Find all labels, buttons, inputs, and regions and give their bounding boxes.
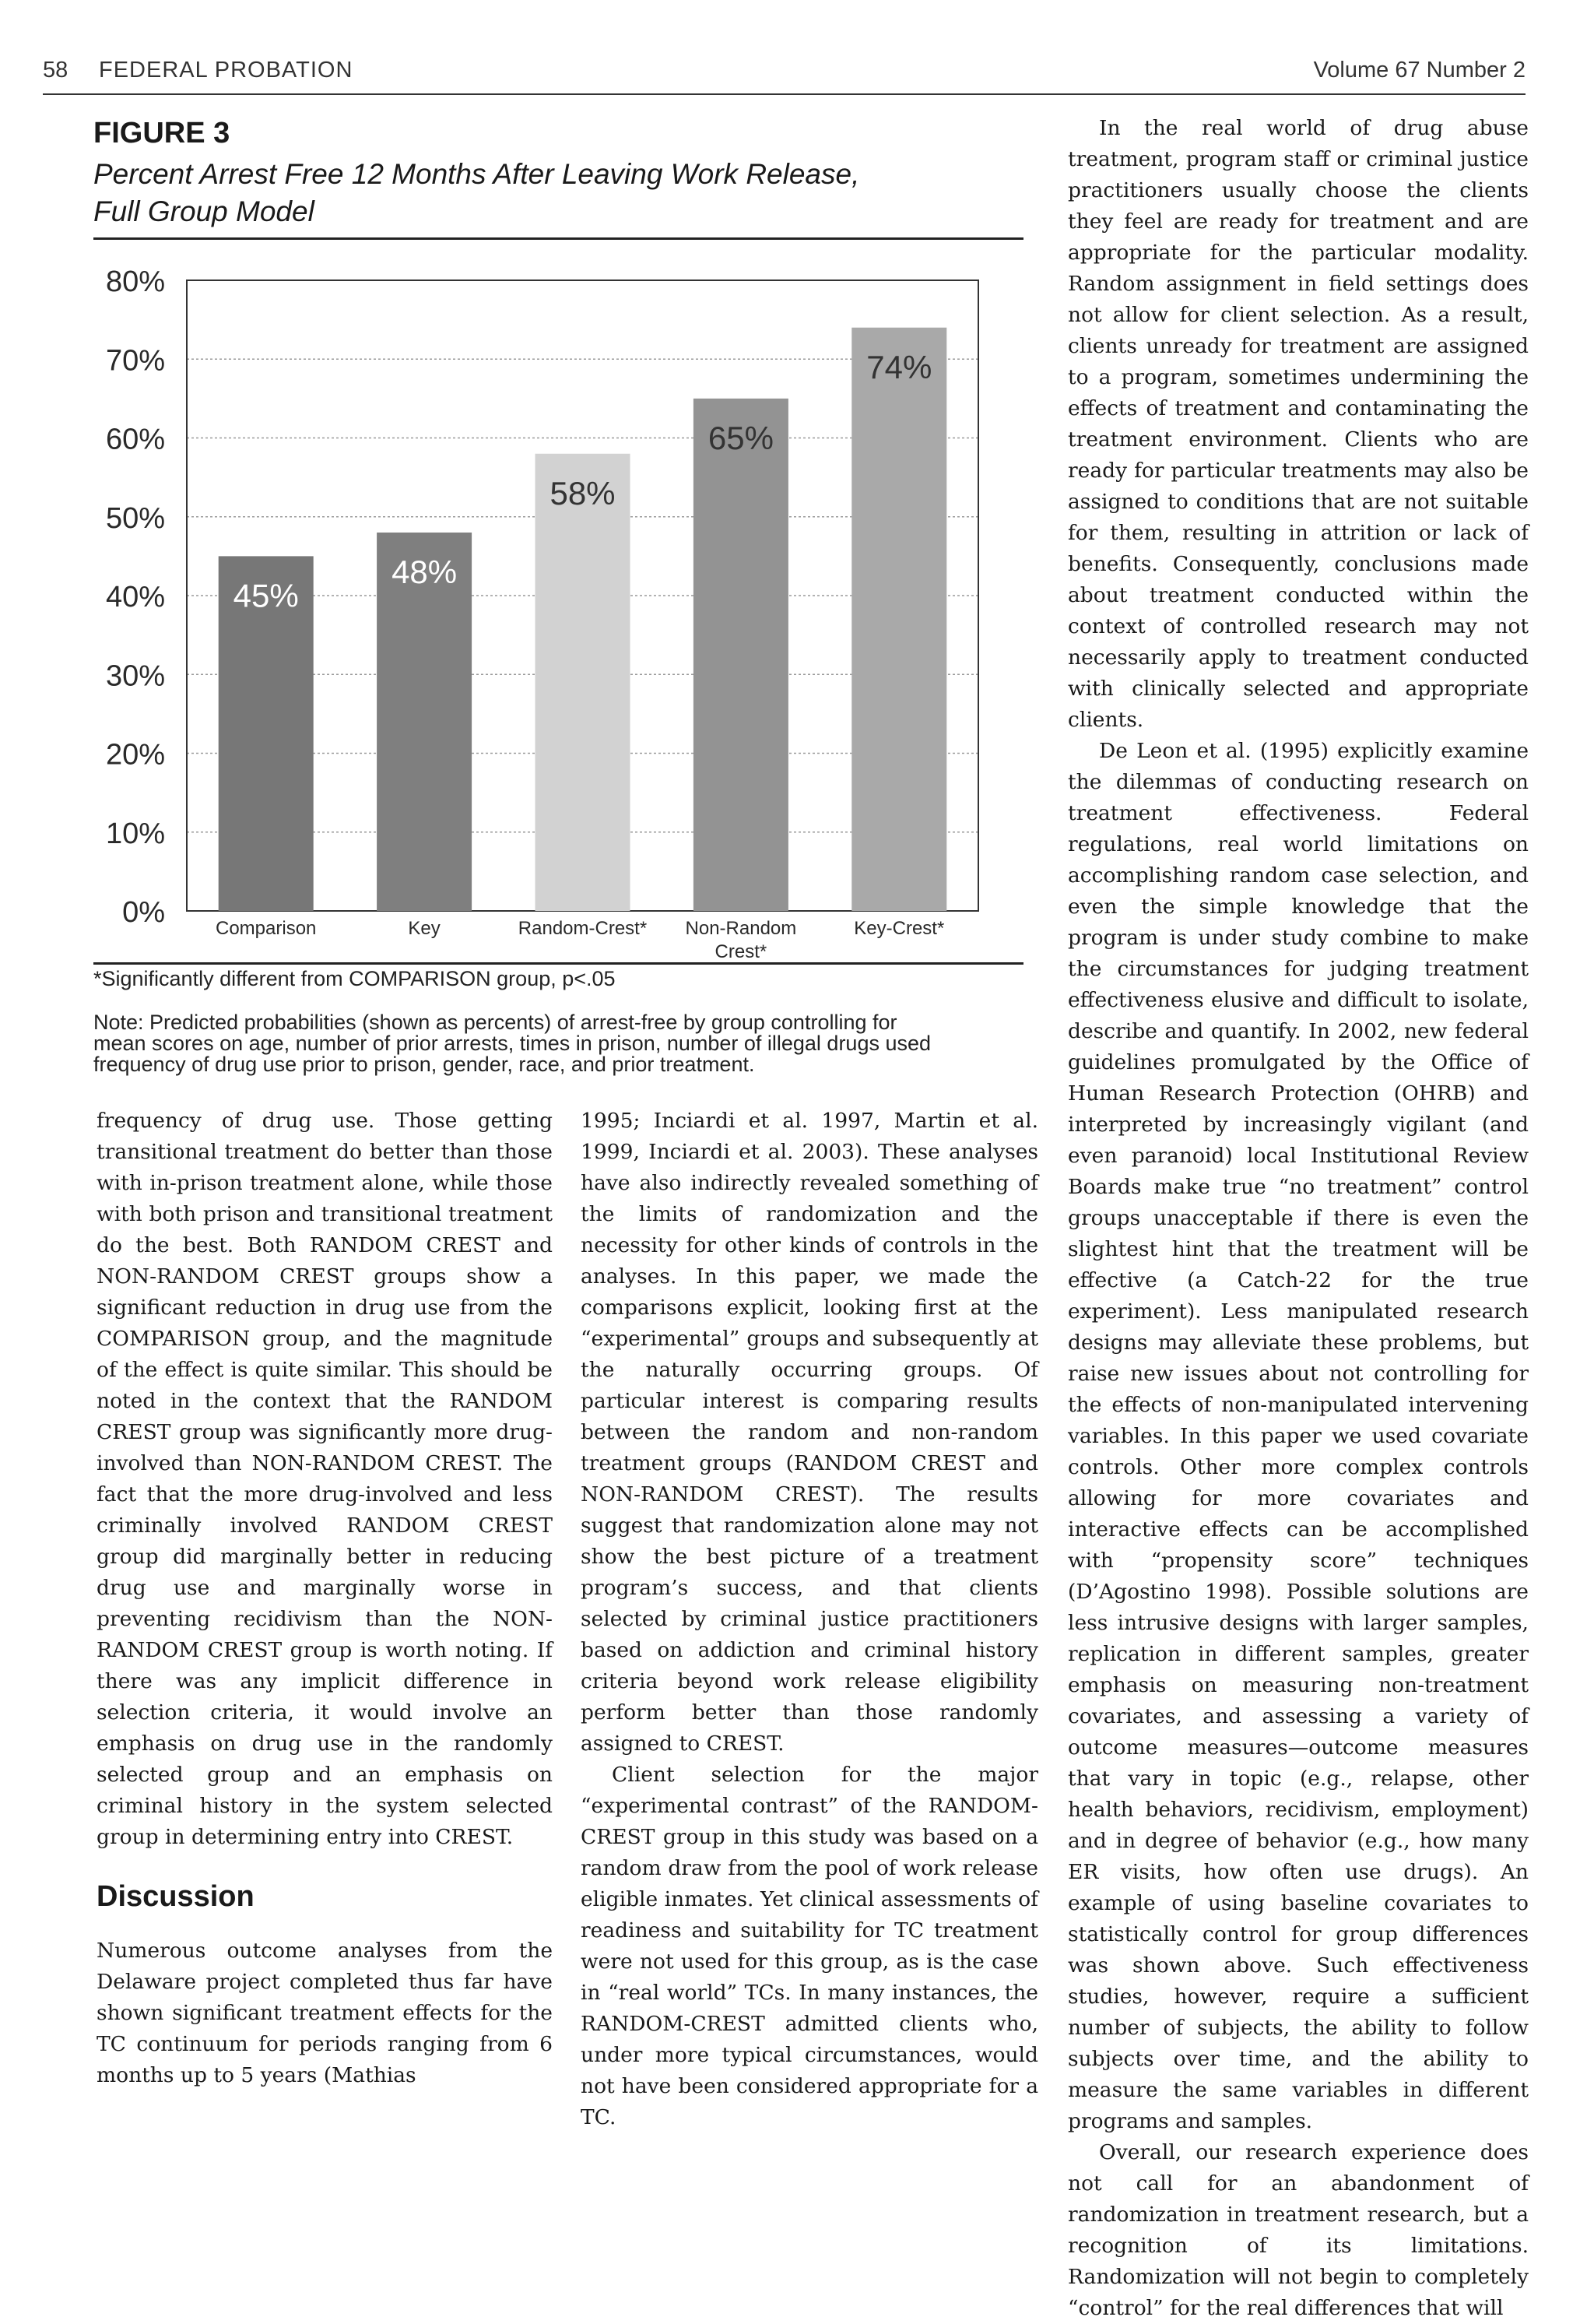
x-category-label: Crest* bbox=[714, 941, 767, 962]
data-label: 74% bbox=[866, 348, 932, 385]
figure-3 bbox=[93, 117, 1023, 1090]
x-category-label: Random-Crest* bbox=[518, 918, 648, 939]
data-label: 45% bbox=[233, 577, 299, 614]
y-tick-label: 80% bbox=[105, 265, 165, 298]
y-tick-label: 70% bbox=[105, 344, 165, 378]
figure-footnote: *Significantly different from COMPARISON group, p<.05 bbox=[93, 967, 616, 990]
figure-label: FIGURE 3 bbox=[93, 117, 230, 149]
figure-title-line-2: Full Group Model bbox=[93, 195, 314, 227]
y-tick-label: 60% bbox=[105, 423, 165, 456]
y-tick-label: 10% bbox=[105, 817, 165, 850]
paragraph: Overall, our research experience does not call for an abandonment of randomization in treatment research, but a recognition of its limitations. Randomization will not begin to completely “control” for the real differences that will bbox=[1068, 2140, 1529, 2320]
volume-info: Volume 67 Number 2 bbox=[1313, 58, 1526, 83]
text-column-right bbox=[1068, 113, 1529, 2324]
y-tick-label: 30% bbox=[105, 659, 165, 693]
y-tick-label: 40% bbox=[105, 581, 165, 614]
figure-title-line-1: Percent Arrest Free 12 Months After Leaving Work Release, bbox=[93, 158, 860, 190]
paragraph: Client selection for the major “experimental contrast” of the RANDOM-CREST group in this study was based on a random draw from the pool of work release eligible inmates. Yet clinical assessments of readiness and suitability for TC treatment were not used for this group, as is the case in “real world” TCs. In many instances, the RANDOM-CREST admitted clients who, under more typical circumstances, would not have been considered appropriate for a TC. bbox=[581, 1763, 1038, 2129]
y-tick-label: 50% bbox=[105, 501, 165, 535]
text-column-middle bbox=[581, 1106, 1038, 2133]
text-column-left bbox=[97, 1106, 553, 2091]
bar-random-crest bbox=[535, 454, 630, 911]
paragraph: 1995; Inciardi et al. 1997, Martin et al. 1999, Inciardi et al. 2003). These analyses have also indirectly revealed something of the limits of randomization and the necessity for other kinds of controls in the analyses. In this paper, we made the comparisons explicit, looking first at the “experimental” groups and subsequently at the naturally occurring groups. Of particular interest is comparing results between the random and non-random treatment groups (RANDOM CREST and NON-RANDOM CREST). The results suggest that randomization alone may not show the best picture of a treatment program’s success, and that clients selected by criminal justice practitioners based on addiction and criminal history criteria beyond work release eligibility perform better than those randomly assigned to CREST. bbox=[581, 1109, 1038, 1756]
paragraph: De Leon et al. (1995) explicitly examine the dilemmas of conducting research on treatment effectiveness. Federal regulations, real world limitations on accomplishing random case selection, and even the simple knowledge that the program is under study combine to make the circumstances for judging treatment effectiveness elusive and difficult to isolate, describe and quantify. In 2002, new federal guidelines promulgated by the Office of Human Research Protection (OHRB) and interpreted by increasingly vigilant (and even paranoid) local Institutional Review Boards make true “no treatment” control groups unacceptable if there is even the slightest hint that the treatment will be effective (a Catch-22 for the true experiment). Less manipulated research designs may alleviate these problems, but raise new issues about not controlling for the effects of non-manipulated intervening variables. In this paper we used covariate controls. Other more complex controls allowing for more covariates and interactive effects can be accomplished with “propensity score” techniques (D’Agostino 1998). Possible solutions are less intrusive designs with larger samples, replication in different samples, greater emphasis on measuring non-treatment covariates, and assessing a variety of outcome measures—outcome measures that vary in topic (e.g., relapse, other health behaviors, recidivism, employment) and in degree of behavior (e.g., how many ER visits, how often use drugs). An example of using baseline covariates to statistically control for group differences was shown above. Such effectiveness studies, however, require a sufficient number of subjects, the ability to follow subjects over time, and the ability to measure the same variables in different programs and samples. bbox=[1068, 739, 1529, 2133]
data-label: 65% bbox=[707, 419, 774, 456]
figure-note-line-3: frequency of drug use prior to prison, gender, race, and prior treatment. bbox=[93, 1053, 755, 1076]
paragraph: frequency of drug use. Those getting transitional treatment do better than those with in-prison treatment alone, while those with both prison and transitional treatment do the best. Both RANDOM CREST and NON-RANDOM CREST groups show a significant reduction in drug use from the COMPARISON group, and the magnitude of the effect is quite similar. This should be noted in the context that the RANDOM CREST group was significantly more drug-involved than NON-RANDOM CREST. The fact that the more drug-involved and less criminally involved RANDOM CREST group did marginally better in reducing drug use and marginally worse in preventing recidivism than the NON-RANDOM CREST group is worth noting. If there was any implicit difference in selection criteria, it would involve an emphasis on drug use in the randomly selected group and an emphasis on criminal history in the system selected group in determining entry into CREST. bbox=[97, 1109, 553, 1849]
figure-bottom-rule bbox=[93, 962, 1023, 965]
x-category-label: Comparison bbox=[216, 918, 317, 939]
bar-chart bbox=[93, 253, 1023, 962]
figure-note-line-1: Note: Predicted probabilities (shown as percents) of arrest-free by group controlling for bbox=[93, 1011, 897, 1034]
publication-name: FEDERAL PROBATION bbox=[99, 58, 353, 83]
page-number: 58 bbox=[43, 58, 68, 83]
y-tick-label: 0% bbox=[122, 896, 165, 929]
figure-note bbox=[93, 1012, 1023, 1075]
figure-title bbox=[93, 156, 950, 230]
bar-non-random-crest bbox=[693, 399, 788, 911]
paragraph: In the real world of drug abuse treatment, program staff or criminal justice practitioners usually choose the clients they feel are ready for treatment and are appropriate for the particular modality. Random assignment in field settings does not allow for client selection. As a result, clients unready for treatment are assigned to a program, sometimes undermining the effects of treatment and contaminating the treatment environment. Clients who are ready for particular treatments may also be assigned to conditions that are not suitable for them, resulting in attrition or lack of benefits. Consequently, conclusions made about treatment conducted within the context of controlled research may not necessarily apply to treatment conducted with clinically selected and appropriate clients. bbox=[1068, 116, 1529, 732]
data-label: 48% bbox=[391, 554, 458, 590]
x-category-label: Non-Random bbox=[685, 918, 797, 939]
data-label: 58% bbox=[549, 474, 616, 512]
x-category-label: Key-Crest* bbox=[854, 918, 945, 939]
bar-key-crest bbox=[851, 328, 946, 911]
y-tick-label: 20% bbox=[105, 738, 165, 772]
section-heading-discussion: Discussion bbox=[97, 1880, 255, 1913]
figure-note-line-2: mean scores on age, number of prior arrests, times in prison, number of illegal drugs used bbox=[93, 1032, 932, 1055]
figure-top-rule bbox=[93, 237, 1023, 240]
paragraph: Numerous outcome analyses from the Delaware project completed thus far have shown significant treatment effects for the TC continuum for periods ranging from 6 months up to 5 years (Mathias bbox=[97, 1939, 553, 2087]
running-header bbox=[43, 53, 1526, 95]
x-category-label: Key bbox=[408, 918, 441, 939]
